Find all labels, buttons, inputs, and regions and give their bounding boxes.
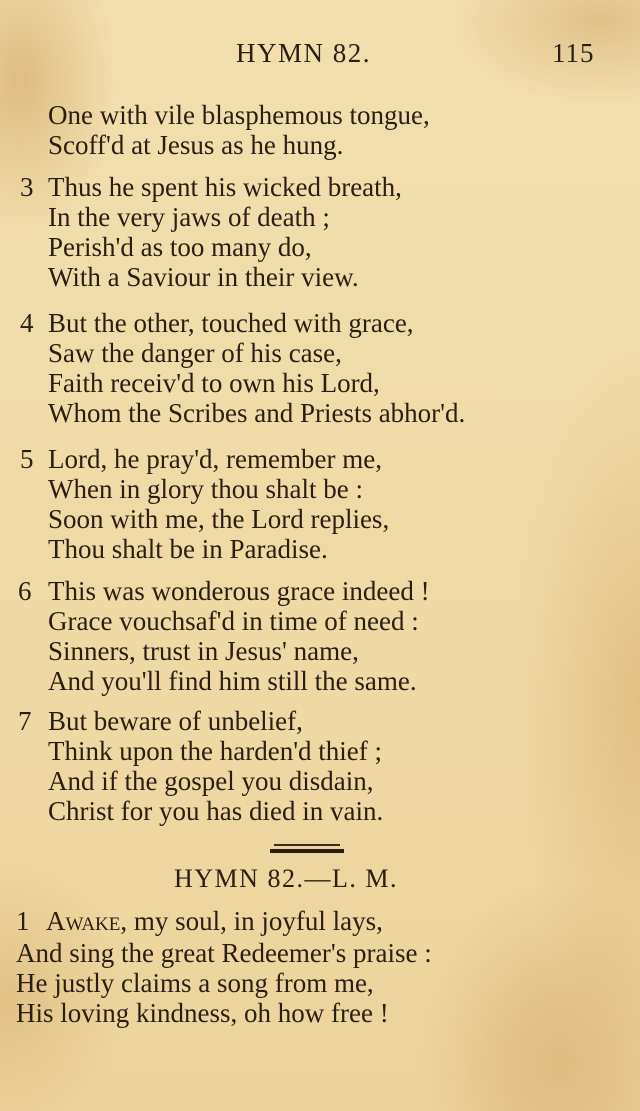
verse-line-first [46,906,383,936]
verse-line: Think upon the harden'd thief ; [48,736,383,766]
verse-line: This was wonderous grace indeed ! [48,576,430,606]
verse-line: Scoff'd at Jesus as he hung. [48,130,344,160]
running-title: HYMN 82. [236,38,372,68]
verse-line: Lord, he pray'd, remember me, [48,444,382,474]
verse-line: One with vile blasphemous tongue, [48,100,430,130]
verse-line: Whom the Scribes and Priests abhor'd. [48,398,466,428]
verse-line: Perish'd as too many do, [48,232,312,262]
verse-line: Thus he spent his wicked breath, [48,172,402,202]
running-head [0,38,640,74]
verse-line: But the other, touched with grace, [48,308,414,338]
stanza-number: 7 [18,706,32,736]
verse-line: Soon with me, the Lord replies, [48,504,390,534]
hymn-heading: HYMN 82.—L. M. [174,864,398,893]
stanza-number: 3 [20,172,34,202]
verse-line: In the very jaws of death ; [48,202,330,232]
verse-line: Saw the danger of his case, [48,338,342,368]
page-number: 115 [552,38,595,68]
section-divider [270,844,344,854]
verse-line: Thou shalt be in Paradise. [48,534,328,564]
verse-line: Faith receiv'd to own his Lord, [48,368,380,398]
first-line-rest: my soul, in joyful lays, [127,906,383,936]
verse-line: His loving kindness, oh how free ! [16,998,389,1028]
stanza-number: 5 [20,444,34,474]
verse-line: And if the gospel you disdain, [48,766,374,796]
verse-line: He justly claims a song from me, [16,968,374,998]
stanza-number: 4 [20,308,34,338]
verse-line: Christ for you has died in vain. [48,796,384,826]
divider-thick-line [270,849,344,853]
stanza-number: 1 [16,906,30,936]
verse-line: And you'll find him still the same. [48,666,417,696]
stanza-number: 6 [18,576,32,606]
verse-line: When in glory thou shalt be : [48,474,363,504]
verse-line: With a Saviour in their view. [48,262,359,292]
verse-line: Sinners, trust in Jesus' name, [48,636,359,666]
verse-line: But beware of unbelief, [48,706,303,736]
verse-line: Grace vouchsaf'd in time of need : [48,606,419,636]
verse-line: And sing the great Redeemer's praise : [16,938,432,968]
opening-word: Awake, [46,906,128,936]
divider-thin-line [274,844,340,846]
